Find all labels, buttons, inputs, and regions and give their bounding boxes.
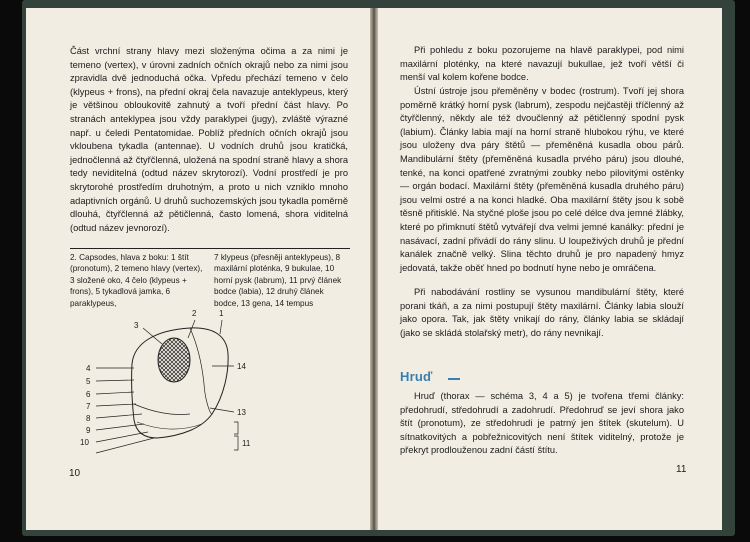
fig-label-3: 3: [134, 321, 139, 330]
head-diagram: [62, 304, 292, 454]
left-page: [26, 8, 370, 530]
fig-label-4: 4: [86, 364, 91, 373]
fig-label-13: 13: [237, 408, 246, 417]
fig-label-2: 2: [192, 309, 197, 318]
section-heading: Hruď: [400, 369, 433, 384]
fig-label-8: 8: [86, 414, 91, 423]
left-body-text: Část vrchní strany hlavy mezi složenýma očima a za nimi je temeno (vertex), v úrovni zadních očních okrajů nebo za nimi jsou zpravidla dvě jednoduchá očka. Vpředu přechází temeno v čelo (klypeus + frons), na přední okraj čela navazuje anteklypeus, který je většinou obloukovitě zahnutý a tvoří přední část hlavy. Po stranách anteklypea jsou vždy paraklypei (jugy), zvláště výrazné např. u čeledi Pentatomidae. Poblíž předních očních okrajů jsou vkloubena tykadla (antennae). U vodních druhů jsou kratičká, jednočlenná až čtyřčlenná, uložená na spodní straně hlavy a shora tedy neviditelná (odtud název skrytorozí). Vodní prostředí je pro skrytorohé prostředím druhotným, a proto u nich vzniklo mnoho adaptivních orgánů. U druhů suchozemských jsou tykadla poměrně dlouhá, čtyřčlenná až pětičlenná, často lomená, shora viditelná (odtud název jevnorozí).: [70, 46, 348, 233]
fig-label-9: 9: [86, 426, 91, 435]
figure-caption-right: 7 klypeus (přesněji anteklypeus), 8 maxilární ploténka, 9 bukulae, 10 horní pysk (labrum), 11 prvý článek bodce (labia), 12 druhý článek bodce, 13 gena, 14 tempus: [214, 253, 342, 308]
fig-label-11: 11: [242, 439, 251, 448]
fig-label-1: 1: [219, 309, 224, 318]
right-para-3: Při nabodávání rostliny se vysunou mandibulární štěty, které porani tkáň, a za nimi postupují štěty maxilární. Články labia slouží jako opora. Tak, jak štěty vnikají do rány, články labia se skládají (jako se skládá stolařský metr), do rány nevnikají.: [400, 287, 684, 338]
right-para-2: Ústní ústroje jsou přeměněny v bodec (rostrum). Tvoří jej shora poměrně krátký horní pysk (labrum), zespodu nejčastěji tříčlenný až čtyřčlenný, někdy ale též dvoučlenný až pětičlenný spodní pysk (labium). Články labia mají na horní straně hlubokou rýhu, ve které jsou uloženy dva páry štětů — přeměněná kusadla obou párů. Mandibulární štěty (přeměněná kusadla prvého páru) jsou dlouhé, tenké, na konci opatřené zvratnými zoubky nebo pilovitými ostěnky — orgán bodací. Maxilární štěty (přeměněná kusadla druhého páru) jsou velmi ostré a na konci hladké. Oba maxilární štěty jsou k sobě těsně přitisklé. Na styčné ploše jsou po celé délce dva jemné žlábky, které po přimknutí štětů vytvářejí dva velmi jemné kanálky: přední je nasávací, zadní přivádí do rány slinu. U loupeživých druhů je přední kanálek značně velký. Slina těchto druhů je pro napadený hmyz jedovatá, takže oběť hned po bodnutí hyne nebo je omráčena.: [400, 86, 684, 273]
right-page: [378, 8, 722, 530]
figure-divider: [70, 248, 350, 249]
page-number-right: 11: [676, 464, 687, 475]
fig-label-5: 5: [86, 377, 91, 386]
fig-label-6: 6: [86, 390, 91, 399]
fig-label-10: 10: [80, 438, 89, 447]
page-number-left: 10: [69, 468, 81, 479]
figure-caption-left: 2. Capsodes, hlava z boku: 1 štít (pronotum), 2 temeno hlavy (vertex), 3 složené oko, 4 čelo (klypeus + frons), 5 tykadlová jamka, 6 paraklypeus,: [70, 253, 203, 308]
heading-accent-bar: [448, 378, 460, 380]
fig-label-7: 7: [86, 402, 91, 411]
book-gutter: [370, 8, 378, 530]
fig-label-14: 14: [237, 362, 246, 371]
right-para-1: Při pohledu z boku pozorujeme na hlavě paraklypei, pod nimi maxilární ploténky, na které navazují bukullae, jež tvoří větší či menší val kolem kořene bodce.: [400, 45, 684, 83]
right-para-4: Hruď (thorax — schéma 3, 4 a 5) je tvořena třemi články: předohrudí, středohrudí a zadohrudí. Předohruď se jeví shora jako štít (pronotum), ze středohrudi je patrný jen štítek (skutelum). U sítnatkovitých a pobřežnicovitých není štítek viditelný, protože je překryt prodlouženou zadní částí štítu.: [400, 391, 684, 456]
